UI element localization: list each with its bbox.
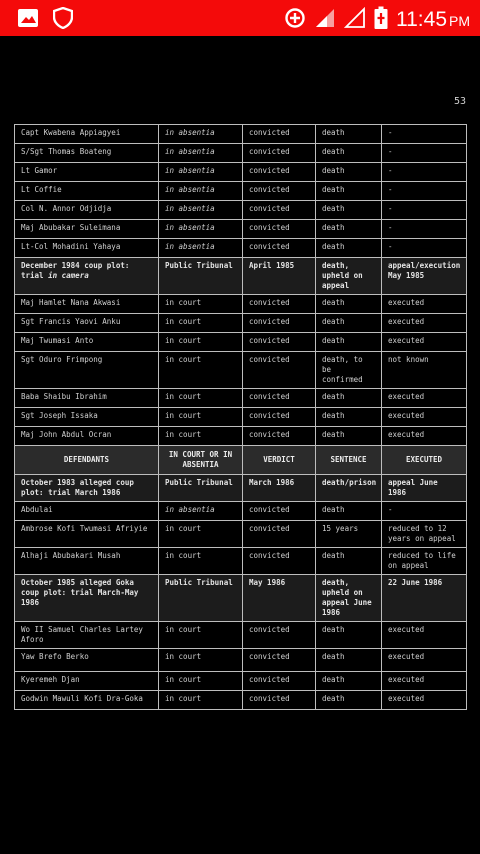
table-cell: Sgt Francis Yaovi Anku [15,314,159,333]
table-cell: convicted [243,672,316,691]
shield-icon [53,7,73,33]
table-cell: Godwin Mawuli Kofi Dra-Goka [15,691,159,710]
table-cell: Col N. Annor Odjidja [15,201,159,220]
table-cell: death [316,239,382,258]
table-cell: 22 June 1986 [382,575,467,622]
table-cell: reduced to life on appeal [382,548,467,575]
table-row [15,144,467,163]
table-cell: May 1986 [243,575,316,622]
table-cell: Public Tribunal [159,258,243,295]
table-cell: not known [382,352,467,389]
table-cell: convicted [243,125,316,144]
table-cell: Maj John Abdul Ocran [15,427,159,446]
table-cell: Lt Gamor [15,163,159,182]
table-cell: convicted [243,691,316,710]
table-cell: convicted [243,333,316,352]
header-verdict: VERDICT [243,446,316,475]
table-row [15,691,467,710]
table-cell: executed [382,649,467,672]
table-cell: death [316,672,382,691]
table-cell: in court [159,622,243,649]
table-cell: S/Sgt Thomas Boateng [15,144,159,163]
table-cell: - [382,239,467,258]
section-row-oct-1985 [15,575,467,622]
status-bar [0,0,480,36]
table-cell: death [316,314,382,333]
table-cell: Capt Kwabena Appiagyei [15,125,159,144]
clock: 11:45 PM [396,8,470,31]
table-cell: convicted [243,521,316,548]
table-cell: Baba Shaibu Ibrahim [15,389,159,408]
gallery-icon [17,8,39,32]
header-sentence: SENTENCE [316,446,382,475]
table-cell: Maj Abubakar Suleimana [15,220,159,239]
table-cell: in absentia [159,163,243,182]
table-cell: death [316,408,382,427]
table-row [15,333,467,352]
table-row [15,201,467,220]
table-row [15,352,467,389]
table-cell: in absentia [159,144,243,163]
data-saver-icon [284,7,306,33]
table-row [15,672,467,691]
table-cell: death [316,622,382,649]
table-row [15,408,467,427]
table-cell: convicted [243,239,316,258]
table-cell: in court [159,352,243,389]
table-cell: convicted [243,352,316,389]
table-cell: in absentia [159,502,243,521]
table-cell: October 1983 alleged coup plot: trial March 1986 [15,475,159,502]
table-cell: in absentia [159,239,243,258]
table-row [15,502,467,521]
table-cell: - [382,182,467,201]
table-cell: death [316,389,382,408]
document-page [14,124,466,710]
table-cell: October 1985 alleged Goka coup plot: trial March-May 1986 [15,575,159,622]
table-cell: death [316,201,382,220]
table-cell: - [382,163,467,182]
table-cell: Yaw Brefo Berko [15,649,159,672]
table-row [15,548,467,575]
table-cell: 15 years [316,521,382,548]
table-cell: - [382,220,467,239]
header-executed: EXECUTED [382,446,467,475]
table-row [15,649,467,672]
table-cell: death [316,220,382,239]
table-cell: death [316,125,382,144]
table-cell: in court [159,295,243,314]
table-cell: convicted [243,408,316,427]
table-cell: - [382,502,467,521]
table-cell: Lt Coffie [15,182,159,201]
table-cell: in court [159,389,243,408]
table-cell: executed [382,314,467,333]
table-cell: December 1984 coup plot: trial in camera [15,258,159,295]
table-cell: Maj Hamlet Nana Akwasi [15,295,159,314]
table-cell: convicted [243,548,316,575]
table-cell: executed [382,389,467,408]
table-cell: executed [382,427,467,446]
table-cell: convicted [243,295,316,314]
table-cell: Maj Twumasi Anto [15,333,159,352]
table-cell: Ambrose Kofi Twumasi Afriyie [15,521,159,548]
table-cell: convicted [243,502,316,521]
table-row [15,220,467,239]
table-cell: Kyeremeh Djan [15,672,159,691]
table-cell: death [316,144,382,163]
table-row [15,295,467,314]
table-cell: Abdulai [15,502,159,521]
table-cell: convicted [243,220,316,239]
table-cell: in court [159,521,243,548]
table-header-row [15,446,467,475]
table-cell: appeal/execution May 1985 [382,258,467,295]
table-cell: death, upheld on appeal [316,258,382,295]
table-cell: convicted [243,649,316,672]
battery-charging-icon [374,6,388,34]
table-cell: in absentia [159,182,243,201]
table-cell: in court [159,427,243,446]
table-row [15,314,467,333]
table-cell: death [316,295,382,314]
table-row [15,125,467,144]
table-cell: in court [159,672,243,691]
table-row [15,622,467,649]
table-row [15,389,467,408]
signal-empty-icon [344,7,366,33]
table-cell: executed [382,691,467,710]
table-cell: convicted [243,314,316,333]
table-cell: executed [382,333,467,352]
table-cell: in court [159,548,243,575]
signal-icon [314,7,336,33]
table-cell: death, upheld on appeal June 1986 [316,575,382,622]
table-cell: executed [382,672,467,691]
table-row [15,521,467,548]
table-cell: appeal June 1986 [382,475,467,502]
table-cell: convicted [243,182,316,201]
section-row-dec-1984 [15,258,467,295]
table-cell: Sgt Oduro Frimpong [15,352,159,389]
trials-table [14,124,467,710]
page-number: 53 [453,96,466,107]
header-defendants: DEFENDANTS [15,446,159,475]
table-cell: convicted [243,622,316,649]
table-cell: convicted [243,163,316,182]
table-cell: convicted [243,201,316,220]
table-cell: in court [159,691,243,710]
table-cell: reduced to 12 years on appeal [382,521,467,548]
table-cell: death [316,502,382,521]
table-cell: death [316,691,382,710]
table-cell: in absentia [159,125,243,144]
header-in-court: IN COURT OR IN ABSENTIA [159,446,243,475]
table-cell: April 1985 [243,258,316,295]
table-row [15,163,467,182]
table-cell: Public Tribunal [159,475,243,502]
table-cell: death [316,333,382,352]
table-cell: executed [382,295,467,314]
table-cell: Lt-Col Mohadini Yahaya [15,239,159,258]
table-cell: - [382,144,467,163]
table-cell: March 1986 [243,475,316,502]
table-cell: - [382,201,467,220]
table-cell: convicted [243,427,316,446]
table-cell: convicted [243,389,316,408]
table-cell: death [316,427,382,446]
table-cell: death [316,182,382,201]
table-cell: in court [159,408,243,427]
table-cell: death [316,649,382,672]
table-cell: Public Tribunal [159,575,243,622]
table-cell: executed [382,622,467,649]
table-cell: death [316,548,382,575]
table-row [15,239,467,258]
table-cell: death [316,163,382,182]
table-cell: death/prison [316,475,382,502]
section-row-oct-1983 [15,475,467,502]
table-row [15,182,467,201]
table-cell: in absentia [159,201,243,220]
table-cell: Alhaji Abubakari Musah [15,548,159,575]
table-cell: executed [382,408,467,427]
table-row [15,427,467,446]
table-cell: in court [159,333,243,352]
table-cell: in court [159,314,243,333]
table-cell: - [382,125,467,144]
table-cell: Sgt Joseph Issaka [15,408,159,427]
table-cell: in absentia [159,220,243,239]
table-cell: convicted [243,144,316,163]
table-cell: in court [159,649,243,672]
table-cell: Wo II Samuel Charles Lartey Aforo [15,622,159,649]
table-cell: death, to be confirmed [316,352,382,389]
